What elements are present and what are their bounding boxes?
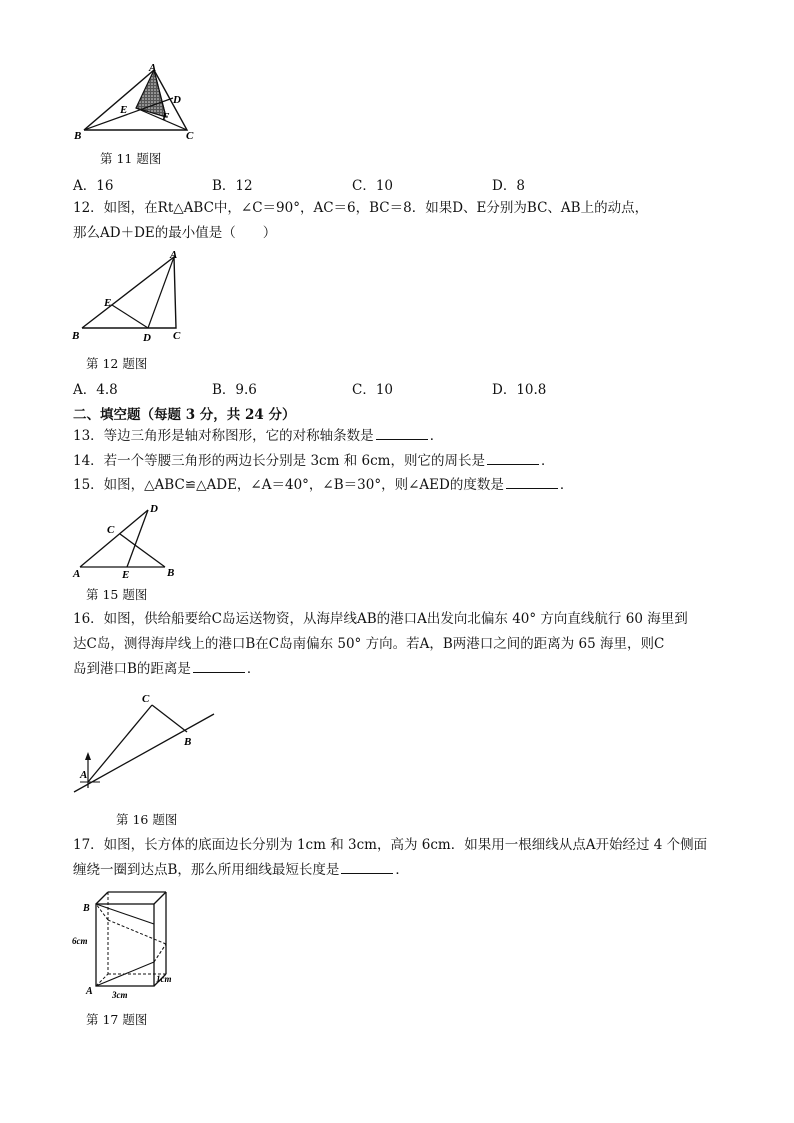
q15-figure [70, 500, 185, 580]
q16-figure [70, 688, 220, 796]
q11-label-a: A [149, 62, 157, 74]
q13-question [73, 427, 443, 445]
q11-label-b: B [74, 130, 82, 140]
q11-option-a[interactable]: A．16 [73, 178, 114, 194]
q16-label-c: C [142, 693, 150, 705]
q16-label-b: B [184, 736, 192, 748]
q17-text: 缠绕一圈到达点B，那么所用细线最短长度是 [73, 862, 340, 878]
q17-label-b: B [83, 903, 90, 914]
q15-label-b: B [167, 567, 175, 579]
q15-label-c: C [107, 524, 115, 536]
q16-coastline [74, 714, 214, 792]
q13-end: ． [429, 428, 444, 444]
q12-option-c[interactable]: C．10 [352, 382, 394, 398]
q17-caption: 第 17 题图 [86, 1012, 148, 1027]
q11-caption: 第 11 题图 [100, 151, 162, 166]
q17-label-length: 3cm [112, 990, 128, 1000]
q11-label-f: F [162, 111, 170, 123]
q11-option-c[interactable]: C．10 [352, 178, 394, 194]
q16-text: 岛到港口B的距离是 [73, 661, 191, 677]
q17-label-width: 1cm [156, 974, 172, 984]
q17-label-height: 6cm [72, 936, 88, 946]
q14-answer-blank[interactable] [487, 452, 539, 465]
q11-label-e: E [120, 104, 128, 116]
q11-option-b[interactable]: B．12 [212, 178, 253, 194]
q12-question-line2: 那么AD＋DE的最小值是（ ） [73, 225, 277, 241]
q16-question-line3 [73, 660, 260, 678]
q12-caption: 第 12 题图 [86, 356, 148, 371]
q16-answer-blank[interactable] [193, 660, 245, 673]
q11-figure [70, 62, 205, 140]
q17-answer-blank[interactable] [341, 861, 393, 874]
q13-answer-blank[interactable] [376, 427, 428, 440]
q11-option-d[interactable]: D．8 [492, 178, 525, 194]
q11-label-c: C [186, 130, 194, 140]
q15-end: ． [559, 477, 574, 493]
q16-end: ． [246, 661, 261, 677]
q12-label-b: B [72, 330, 80, 342]
q16-caption: 第 16 题图 [116, 812, 178, 827]
q15-label-a: A [73, 568, 81, 580]
q13-text: 13．等边三角形是轴对称图形，它的对称轴条数是 [73, 428, 374, 444]
q12-option-d[interactable]: D．10.8 [492, 382, 547, 398]
q16-label-a: A [80, 769, 88, 781]
q12-option-b[interactable]: B．9.6 [212, 382, 257, 398]
q12-label-c: C [173, 330, 181, 342]
q15-text: 15．如图，△ABC≌△ADE，∠A＝40°，∠B＝30°，则∠AED的度数是 [73, 477, 504, 493]
q17-question-line1: 17．如图，长方体的底面边长分别为 1cm 和 3cm，高为 6cm．如果用一根细线从点A开始经过 4 个侧面 [73, 837, 708, 853]
q17-label-a: A [86, 986, 93, 997]
q15-question [73, 476, 573, 494]
q17-end: ． [395, 862, 409, 878]
q12-option-a[interactable]: A．4.8 [73, 382, 118, 398]
section-title-fill-in: 二、填空题（每题 3 分，共 24 分） [73, 407, 296, 423]
q14-question [73, 452, 554, 470]
q14-text: 14．若一个等腰三角形的两边长分别是 3cm 和 6cm，则它的周长是 [73, 453, 485, 469]
q12-triangle-abc [82, 257, 176, 328]
q17-figure [66, 884, 181, 1004]
q15-label-d: D [150, 503, 158, 515]
q16-question-line2: 达C岛，测得海岸线上的港口B在C岛南偏东 50° 方向。若A，B两港口之间的距离为 65 海里，则C [73, 636, 665, 652]
q15-caption: 第 15 题图 [86, 587, 148, 602]
q14-end: ． [540, 453, 555, 469]
q15-label-e: E [122, 569, 130, 580]
q16-question-line1: 16．如图，供给船要给C岛运送物资，从海岸线AB的港口A出发向北偏东 40° 方向直线航行 60 海里到 [73, 611, 688, 627]
q15-answer-blank[interactable] [506, 476, 558, 489]
q12-label-a: A [170, 249, 178, 261]
q12-label-e: E [104, 297, 112, 309]
q12-figure [70, 248, 190, 346]
q11-label-d: D [173, 94, 181, 106]
q12-question-line1: 12．如图，在Rt△ABC中，∠C＝90°，AC＝6，BC＝8．如果D、E分别为BC、AB上的动点， [73, 200, 649, 216]
q12-label-d: D [143, 332, 151, 344]
q11-triangle-abc [84, 70, 187, 130]
q17-question-line2 [73, 861, 409, 879]
